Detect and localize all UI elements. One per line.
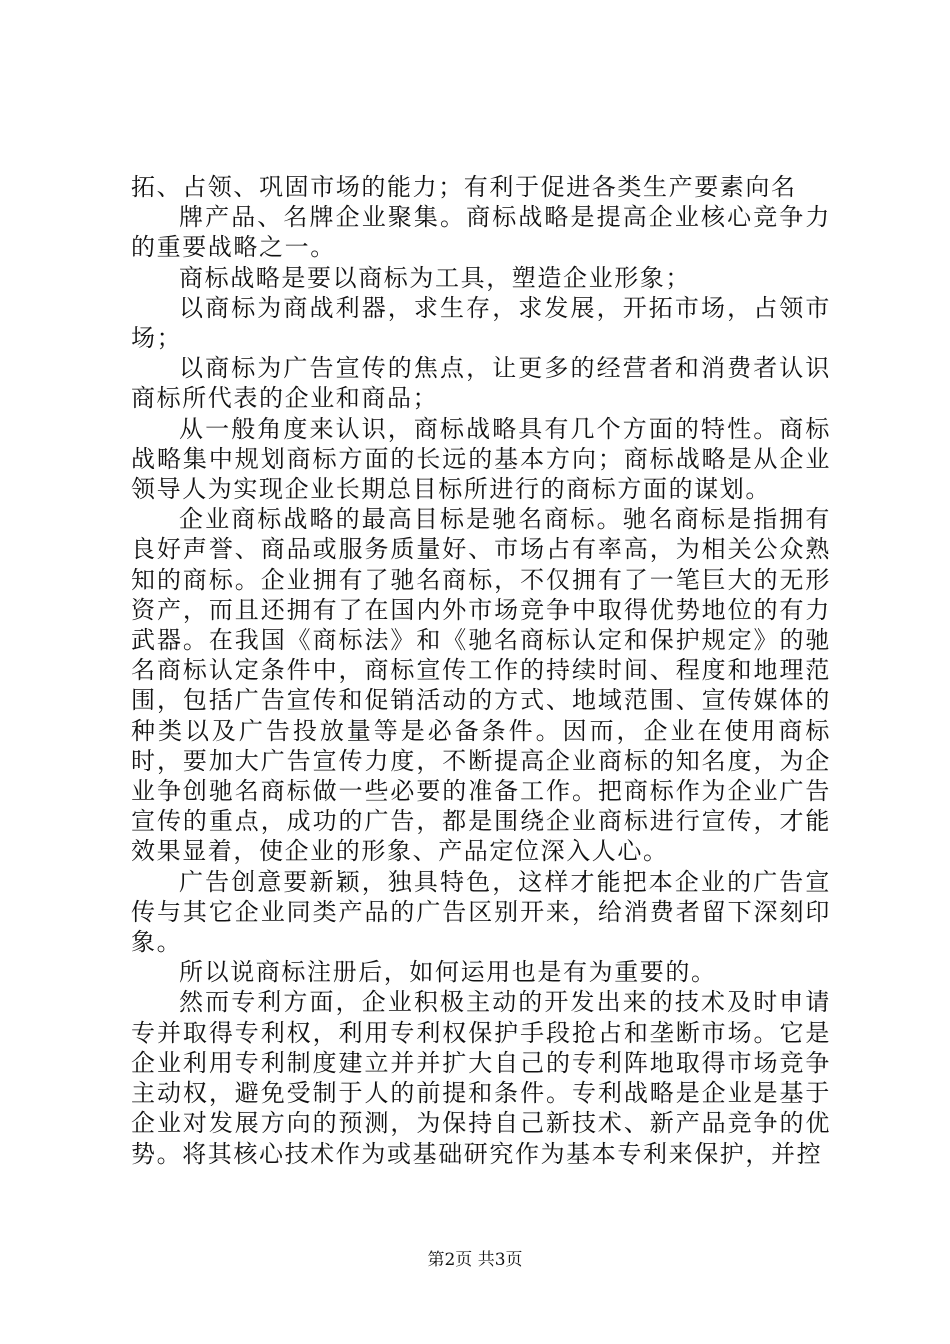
paragraph: 以商标为商战利器，求生存，求发展，开拓市场，占领市场； bbox=[131, 293, 831, 353]
paragraph: 商标战略是要以商标为工具，塑造企业形象； bbox=[179, 263, 691, 292]
paragraph: 然而专利方面，企业积极主动的开发出来的技术及时申请专并取得专利权，利用专利权保护手段抢占和垄断市场。它是企业利用专利制度建立并并扩大自己的专利阵地取得市场竞争主动权，避免受制于人的前提和条件。专利战略是企业是基于企业对发展方向的预测，为保持自己新技术、新产品竞争的优势。将其核心技术作为或基础研究作为基本专利来保护，并控 bbox=[131, 988, 831, 1168]
paragraph: 所以说商标注册后，如何运用也是有为重要的。 bbox=[179, 958, 717, 987]
paragraph: 拓、占领、巩固市场的能力；有利于促进各类生产要素向名 bbox=[131, 173, 797, 201]
paragraph: 牌产品、名牌企业聚集。商标战略是提高企业核心竞争力的重要战略之一。 bbox=[131, 203, 831, 262]
page-number: 第2页 共3页 bbox=[427, 1250, 523, 1270]
paragraph: 广告创意要新颖，独具特色，这样才能把本企业的广告宣传与其它企业同类产品的广告区别开来，给消费者留下深刻印象。 bbox=[131, 867, 831, 957]
paragraph: 以商标为广告宣传的焦点，让更多的经营者和消费者认识商标所代表的企业和商品； bbox=[131, 354, 831, 413]
body-text bbox=[131, 172, 831, 1169]
paragraph: 从一般角度来认识，商标战略具有几个方面的特性。商标战略集中规划商标方面的长远的基本方向；商标战略是从企业领导人为实现企业长期总目标所进行的商标方面的谋划。 bbox=[131, 414, 831, 504]
paragraph: 企业商标战略的最高目标是驰名商标。驰名商标是指拥有良好声誉、商品或服务质量好、市场占有率高，为相关公众熟知的商标。企业拥有了驰名商标，不仅拥有了一笔巨大的无形资产，而且还拥有了在国内外市场竞争中取得优势地位的有力武器。在我国《商标法》和《驰名商标认定和保护规定》的驰名商标认定条件中，商标宣传工作的持续时间、程度和地理范围，包括广告宣传和促销活动的方式、地域范围、宣传媒体的种类以及广告投放量等是必备条件。因而，企业在使用商标时，要加大广告宣传力度，不断提高企业商标的知名度，为企业争创驰名商标做一些必要的准备工作。把商标作为企业广告宣传的重点，成功的广告，都是围绕企业商标进行宣传，才能效果显着，使企业的形象、产品定位深入人心。 bbox=[131, 505, 831, 866]
